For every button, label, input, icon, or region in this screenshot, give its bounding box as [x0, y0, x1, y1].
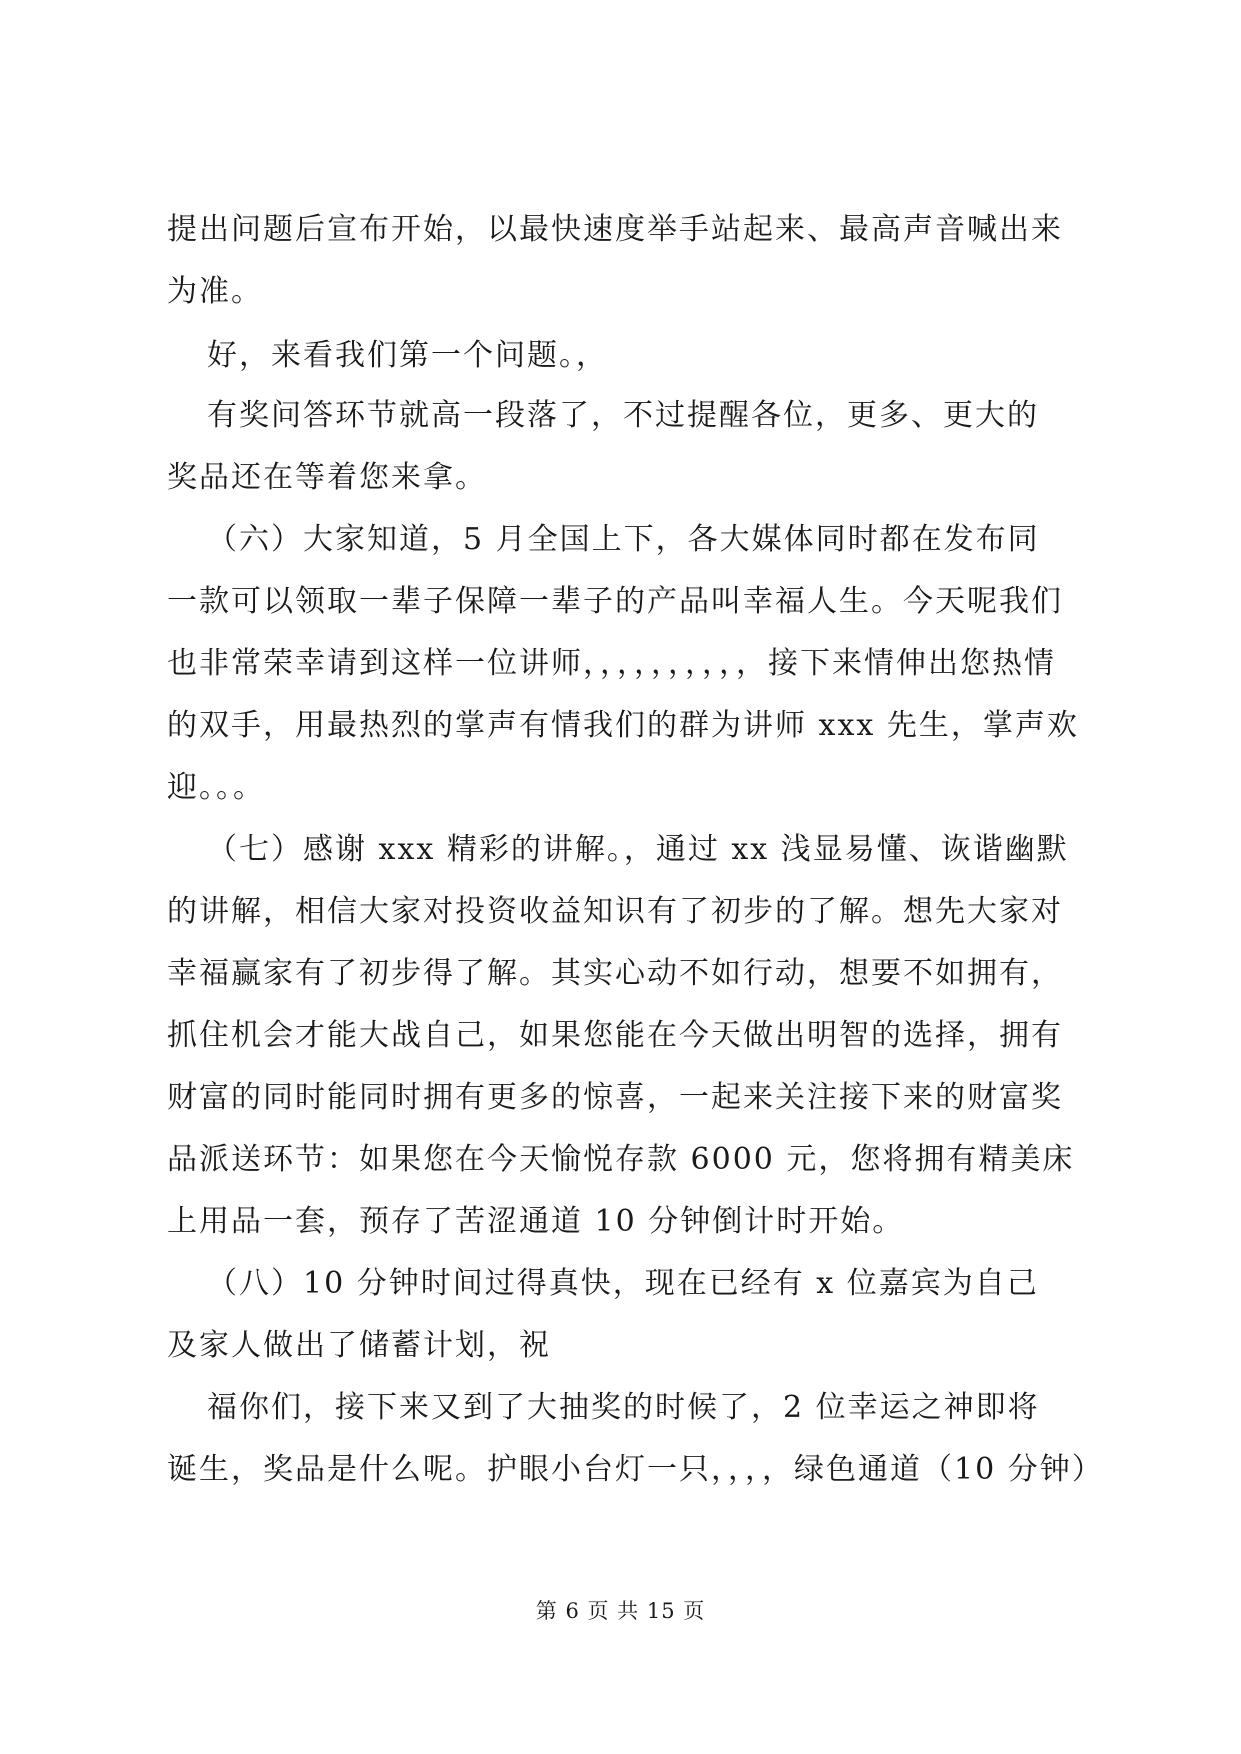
text-line: 抓住机会才能大战自己，如果您能在今天做出明智的选择，拥有 — [167, 1018, 1063, 1053]
text-line: （六）大家知道，5 月全国上下，各大媒体同时都在发布同 — [207, 522, 1040, 557]
text-line: （八）10 分钟时间过得真快，现在已经有 x 位嘉宾为自己 — [207, 1266, 1039, 1301]
text-line: 诞生，奖品是什么呢。护眼小台灯一只，，，，绿色通道（10 分钟） — [167, 1452, 1104, 1487]
text-line: 为准。 — [167, 274, 263, 309]
text-line: 奖品还在等着您来拿。 — [167, 460, 487, 495]
text-line: 有奖问答环节就高一段落了，不过提醒各位，更多、更大的 — [207, 398, 1039, 433]
text-line: 及家人做出了储蓄计划，祝 — [167, 1328, 551, 1363]
text-line: 迎。。。 — [167, 770, 265, 805]
text-line: （七）感谢 xxx 精彩的讲解。，通过 xx 浅显易懂、诙谐幽默 — [207, 832, 1069, 867]
text-line: 福你们，接下来又到了大抽奖的时候了，2 位幸运之神即将 — [207, 1390, 1040, 1425]
text-line: 好，来看我们第一个问题。， — [207, 338, 608, 373]
text-line: 一款可以领取一辈子保障一辈子的产品叫幸福人生。今天呢我们 — [167, 584, 1063, 619]
page-number-footer: 第 6 页 共 15 页 — [535, 1599, 706, 1623]
text-line: 提出问题后宣布开始，以最快速度举手站起来、最高声音喊出来 — [167, 212, 1063, 247]
text-line: 财富的同时能同时拥有更多的惊喜，一起来关注接下来的财富奖 — [167, 1080, 1063, 1115]
text-line: 的讲解，相信大家对投资收益知识有了初步的了解。想先大家对 — [167, 894, 1063, 929]
text-line: 上用品一套，预存了苦涩通道 10 分钟倒计时开始。 — [167, 1204, 905, 1239]
text-line: 也非常荣幸请到这样一位讲师，，，，，，，，，，接下来情伸出您热情 — [167, 646, 1056, 681]
text-line: 的双手，用最热烈的掌声有情我们的群为讲师 xxx 先生，掌声欢 — [167, 708, 1079, 743]
text-line: 幸福赢家有了初步得了解。其实心动不如行动，想要不如拥有， — [167, 956, 1063, 991]
text-line: 品派送环节：如果您在今天愉悦存款 6000 元，您将拥有精美床 — [167, 1142, 1075, 1177]
